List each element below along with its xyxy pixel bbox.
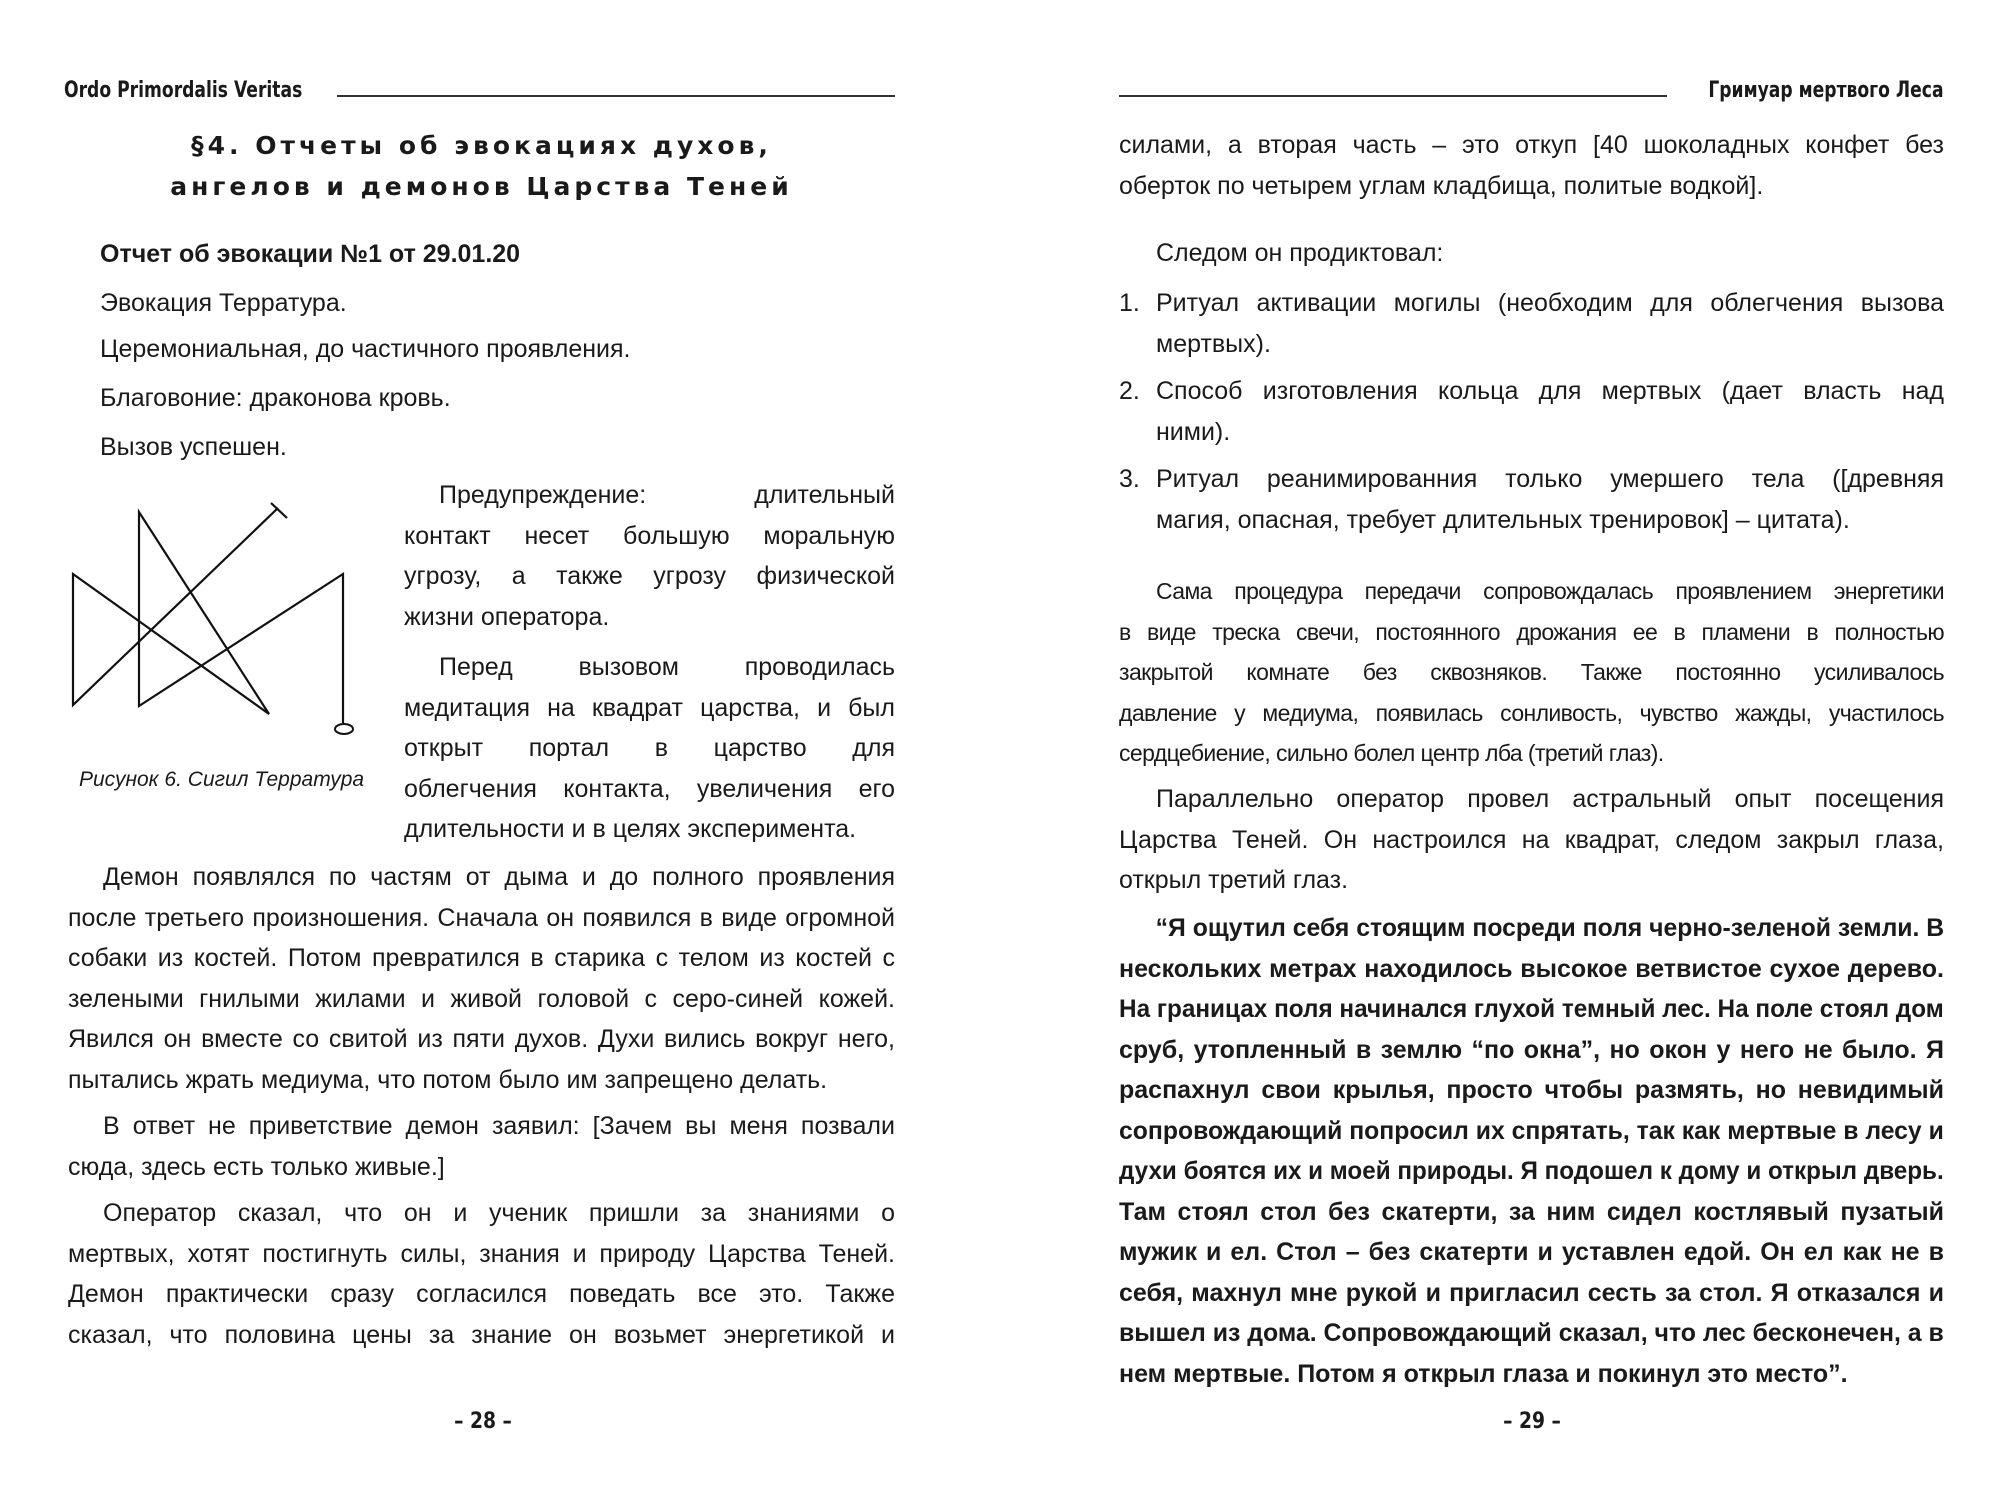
demon-paragraph [68,857,895,1100]
text-line: вышел из дома. Сопровождающий сказал, что лес бесконечен, а в [1119,1319,1944,1347]
text-line: оберток по четырем углам кладбища, политые водкой]. [1119,171,1764,200]
text-line: Оператор сказал, что он и ученик пришли за знаниями о [103,1199,895,1227]
list-item [1119,371,1944,459]
text-line: открыт портал в царство для [404,734,895,762]
astral-paragraph [1119,779,1944,901]
text-line: облегчения контакта, увеличения его [404,774,895,803]
header-rule-left [337,95,895,97]
text-line: Сама процедура передачи сопровождалась проявлением энергетики [1156,578,1944,604]
text-line: угрозу, а также угрозу физической [404,562,895,590]
text-line: Явился он вместе со свитой из пяти духов. Духи вились вокруг него, [68,1025,895,1053]
procedure-paragraph [1119,571,1944,774]
text-line: Следом он продиктовал: [1156,239,1444,267]
section-title-line: §4. Отчеты об эвокациях духов, [191,131,772,160]
text-line: Демон практически сразу согласился поведать все это. Также [68,1280,895,1308]
running-head-left: Ordo Primordalis Veritas [64,78,303,103]
text-line: Ритуал реанимированния только умершего тела ([древняя [1156,465,1944,493]
text-line: ними). [1156,417,1231,446]
header-rule-right [1119,95,1667,97]
text-line: после третьего произношения. Сначала он появился в виде огромной [68,903,895,932]
text-line: мертвых). [1156,329,1271,358]
text-line: силами, а вторая часть – это откуп [40 шоколадных конфет без [1119,131,1944,159]
text-line: мертвых, хотят постигнуть силы, знания и природу Царства Теней. [68,1239,895,1268]
list-number: 1. [1119,289,1140,317]
numbered-list [1119,283,1944,547]
text-line: Параллельно оператор провел астральный опыт посещения [1156,785,1944,813]
text-line: нескольких метрах находилось высокое ветвистое сухое дерево. [1119,954,1944,983]
text-line: сюда, здесь есть только живые.] [68,1152,445,1181]
page-number-right: – 29 – [1503,1409,1561,1434]
text-line: сруб, утопленный в землю “по окна”, но окон у него не было. Я [1119,1035,1944,1064]
text-line: магия, опасная, требует длительных тренировок] – цитата). [1156,505,1850,534]
text-line: Ритуал активации могилы (необходим для облегчения вызова [1156,289,1944,317]
text-line: открыл третий глаз. [1119,866,1349,894]
sigil-icon [0,0,400,760]
text-line: зелеными гнилыми жилами и живой головой с серо-синей кожей. [68,984,895,1013]
list-item [1119,459,1944,547]
text-line: пытались жрать медиума, что потом было им запрещено делать. [68,1065,828,1094]
text-line: контакт несет большую моральную [404,521,895,550]
continued-paragraph [1119,125,1944,206]
info-line: Благовоние: драконова кровь. [100,384,451,412]
list-item-text [1156,459,1944,540]
text-line: На границах поля начинался глухой темный лес. На поле стоял дом [1119,995,1944,1023]
dictated-intro [1119,233,1944,274]
text-line: Предупреждение: длительный [439,481,895,509]
text-line: Демон появлялся по частям от дыма и до полного проявления [103,863,895,891]
text-line: сказал, что половина цены за знание он возьмет энергетикой и [68,1320,895,1349]
warning-paragraph [404,475,895,637]
text-line: Там стоял стол без скатерти, за ним сидел костлявый пузатый [1119,1197,1944,1226]
text-line: себя, махнул мне рукой и пригласил сесть за стол. Я отказался и [1119,1278,1944,1307]
text-line: “Я ощутил себя стоящим посреди поля черно-зеленой земли. В [1155,914,1945,942]
list-number: 3. [1119,465,1140,493]
text-line: мужик и ел. Стол – без скатерти и уставлен едой. Он ел как не в [1119,1238,1944,1266]
text-line: сердцебиение, сильно болел центр лба (третий глаз). [1119,740,1664,766]
text-line: давление у медиума, появилась сонливость, чувство жажды, участилось [1119,699,1944,726]
text-line: В ответ не приветствие демон заявил: [Зачем вы меня позвали [103,1112,895,1140]
text-line: Способ изготовления кольца для мертвых (дает власть над [1156,377,1944,405]
text-line: сопровождающий попросил их спрятать, так как мертвые в лесу и [1119,1116,1944,1145]
text-line: Перед вызовом проводилась [439,653,895,681]
operator-paragraph [68,1193,895,1355]
text-line: Царства Теней. Он настроился на квадрат, следом закрыл глаза, [1119,825,1944,854]
text-line: закрытой комнате без сквозняков. Также постоянно усиливалось [1119,659,1944,685]
answer-paragraph [68,1106,895,1187]
report-heading: Отчет об эвокации №1 от 29.01.20 [100,240,521,268]
list-item [1119,283,1944,371]
text-line: духи боятся их и моей природы. Я подошел к дому и открыл дверь. [1119,1157,1944,1185]
list-number: 2. [1119,377,1140,405]
text-line: в виде треска свечи, постоянного дрожания ее в пламени в полностью [1119,618,1944,645]
quote-paragraph [1119,908,1944,1394]
list-item-text [1156,283,1944,364]
preparation-paragraph [404,647,895,850]
text-line: распахнул свои крылья, просто чтобы размять, но невидимый [1119,1076,1944,1104]
info-line: Эвокация Терратура. [100,289,347,317]
page-number-left: – 28 – [454,1409,512,1434]
text-line: нем мертвые. Потом я открыл глаза и покинул это место”. [1119,1359,1848,1388]
running-head-right: Гримуар мертвого Леса [1708,78,1944,103]
info-line: Церемониальная, до частичного проявления. [100,335,631,363]
text-line: жизни оператора. [404,602,610,631]
info-line: Вызов успешен. [100,433,287,461]
text-line: длительности и в целях эксперимента. [404,815,857,843]
section-title-line: ангелов и демонов Царства Теней [170,172,793,201]
figure-caption: Рисунок 6. Сигил Терратура [79,768,365,791]
text-line: собаки из костей. Потом превратился в старика с телом из костей с [68,944,895,972]
text-line: медитация на квадрат царства, и был [404,693,895,722]
list-item-text [1156,371,1944,452]
